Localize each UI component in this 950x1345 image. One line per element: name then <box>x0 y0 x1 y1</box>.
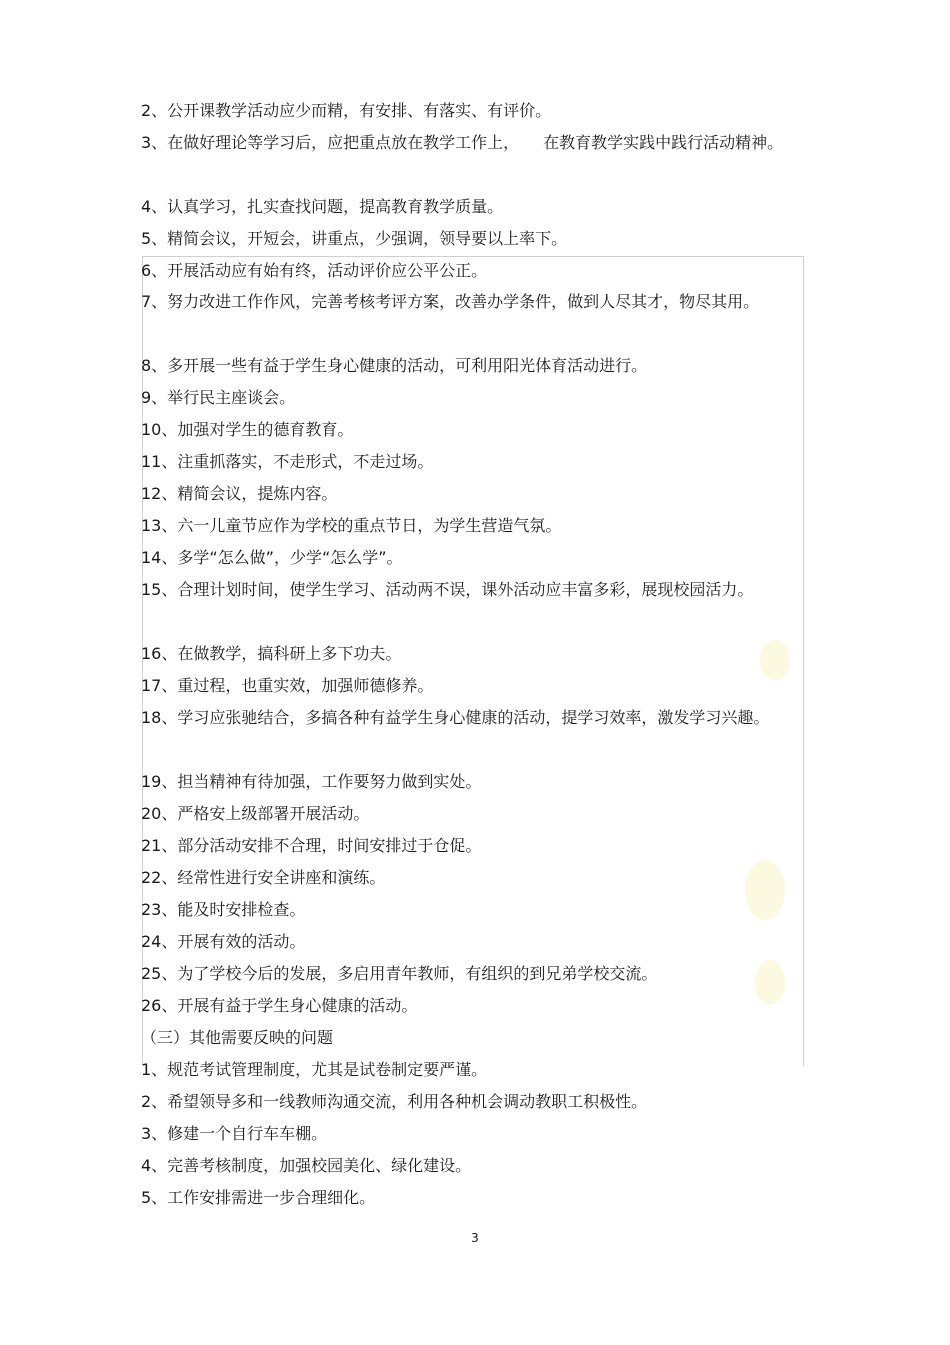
list-item: 11、注重抓落实，不走形式，不走过场。 <box>141 452 434 471</box>
list-item: 24、开展有效的活动。 <box>141 932 306 951</box>
list-item: 20、严格安上级部署开展活动。 <box>141 804 370 823</box>
list-item: 22、经常性进行安全讲座和演练。 <box>141 868 386 887</box>
list-item: 19、担当精神有待加强，工作要努力做到实处。 <box>141 772 482 791</box>
list-item: 23、能及时安排检查。 <box>141 900 306 919</box>
list-item: 18、学习应张驰结合，多搞各种有益学生身心健康的活动，提学习效率，激发学习兴趣。 <box>141 708 770 727</box>
list-item: 17、重过程，也重实效，加强师德修养。 <box>141 676 434 695</box>
page-number: 3 <box>471 1231 479 1245</box>
list-item: 26、开展有益于学生身心健康的活动。 <box>141 996 418 1015</box>
list-item: 3、在做好理论等学习后，应把重点放在教学工作上， 在教育教学实践中践行活动精神。 <box>141 133 784 152</box>
list-item: 13、六一儿童节应作为学校的重点节日，为学生营造气氛。 <box>141 516 562 535</box>
list-item: 25、为了学校今后的发展，多启用青年教师，有组织的到兄弟学校交流。 <box>141 964 658 983</box>
list-item: 7、努力改进工作作风，完善考核考评方案，改善办学条件，做到人尽其才，物尽其用。 <box>141 292 760 311</box>
list-item: 15、合理计划时间，使学生学习、活动两不误，课外活动应丰富多彩，展现校园活力。 <box>141 580 754 599</box>
list-item: 3、修建一个自行车车棚。 <box>141 1124 328 1143</box>
list-item: 16、在做教学，搞科研上多下功夫。 <box>141 644 402 663</box>
list-item: 6、开展活动应有始有终，活动评价应公平公正。 <box>141 261 488 280</box>
list-item: 10、加强对学生的德育教育。 <box>141 420 354 439</box>
list-item: 1、规范考试管理制度，尤其是试卷制定要严谨。 <box>141 1060 488 1079</box>
list-item: 9、举行民主座谈会。 <box>141 388 296 407</box>
list-item: 5、精简会议，开短会，讲重点，少强调，领导要以上率下。 <box>141 229 568 248</box>
list-item: 21、部分活动安排不合理，时间安排过于仓促。 <box>141 836 482 855</box>
list-item: 8、多开展一些有益于学生身心健康的活动，可利用阳光体育活动进行。 <box>141 356 648 375</box>
list-item: 4、认真学习，扎实查找问题，提高教育教学质量。 <box>141 197 504 216</box>
list-item: 2、公开课教学活动应少而精，有安排、有落实、有评价。 <box>141 101 552 120</box>
list-item: 4、完善考核制度，加强校园美化、绿化建设。 <box>141 1156 472 1175</box>
list-item: 5、工作安排需进一步合理细化。 <box>141 1188 376 1207</box>
list-item: 2、希望领导多和一线教师沟通交流，利用各种机会调动教职工积极性。 <box>141 1092 648 1111</box>
section-heading: （三）其他需要反映的问题 <box>141 1028 334 1047</box>
list-item: 14、多学“怎么做”，少学“怎么学”。 <box>141 548 403 567</box>
list-item: 12、精简会议，提炼内容。 <box>141 484 338 503</box>
